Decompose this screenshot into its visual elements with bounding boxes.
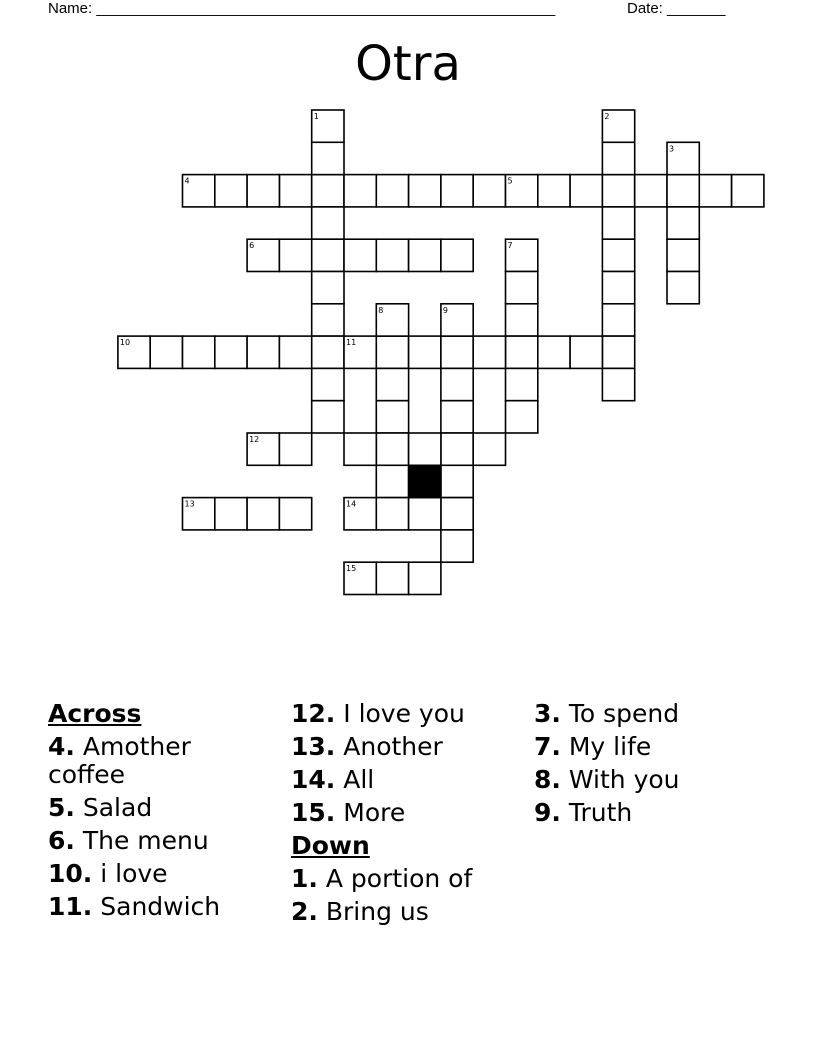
grid-cell[interactable]	[602, 304, 634, 336]
cell-number-13: 13	[184, 499, 195, 509]
clue-column-3	[534, 700, 754, 832]
grid-cell[interactable]	[247, 498, 279, 530]
grid-cell[interactable]	[376, 433, 408, 465]
grid-cell[interactable]	[667, 207, 699, 239]
cell-number-14: 14	[346, 499, 357, 509]
grid-cell[interactable]	[376, 498, 408, 530]
clue-text: With you	[568, 765, 680, 794]
cell-number-11: 11	[346, 338, 357, 348]
grid-cell[interactable]	[506, 368, 538, 400]
grid-cell[interactable]	[441, 368, 473, 400]
clue-number: 13.	[291, 732, 336, 761]
clue-number: 1.	[291, 864, 318, 893]
cell-number-9: 9	[442, 305, 448, 315]
grid-cell[interactable]	[602, 272, 634, 304]
grid-cell[interactable]	[602, 336, 634, 368]
clue-text: I love you	[343, 699, 465, 728]
grid-cell[interactable]	[506, 336, 538, 368]
grid-cell[interactable]	[312, 336, 344, 368]
clue-down-3	[534, 700, 754, 728]
grid-cell[interactable]	[247, 175, 279, 207]
grid-cell[interactable]	[506, 401, 538, 433]
clue-column-1	[48, 700, 268, 926]
grid-cell[interactable]	[473, 175, 505, 207]
down-heading: Down	[291, 831, 370, 860]
clue-number: 9.	[534, 798, 561, 827]
clue-number: 4.	[48, 732, 75, 761]
grid-cell[interactable]	[570, 336, 602, 368]
clue-across-15	[291, 799, 511, 827]
grid-cell[interactable]	[441, 336, 473, 368]
grid-cell[interactable]	[279, 175, 311, 207]
grid-cell[interactable]	[409, 498, 441, 530]
grid-cell[interactable]	[635, 175, 667, 207]
grid-cell[interactable]	[409, 336, 441, 368]
grid-cell[interactable]	[376, 336, 408, 368]
clue-text: Truth	[568, 798, 633, 827]
grid-cell[interactable]	[312, 401, 344, 433]
clue-text: Bring us	[325, 897, 429, 926]
grid-cell[interactable]	[699, 175, 731, 207]
clue-down-2	[291, 898, 511, 926]
grid-cell[interactable]	[602, 142, 634, 174]
grid-cell[interactable]	[183, 336, 215, 368]
clue-across-10	[48, 860, 268, 888]
grid-cell[interactable]	[441, 433, 473, 465]
grid-cell[interactable]	[247, 336, 279, 368]
clue-text: A portion of	[325, 864, 473, 893]
grid-cell[interactable]	[409, 562, 441, 594]
black-cell	[409, 465, 441, 497]
cell-number-2: 2	[604, 112, 610, 121]
grid-cell[interactable]	[215, 175, 247, 207]
clue-number: 10.	[48, 859, 93, 888]
grid-cell[interactable]	[538, 336, 570, 368]
cell-number-8: 8	[378, 305, 384, 315]
grid-cell[interactable]	[312, 207, 344, 239]
clue-text: i love	[100, 859, 168, 888]
name-field[interactable]: Name: _______________________________________________________	[48, 0, 556, 17]
clue-down-7	[534, 733, 754, 761]
clue-across-11	[48, 893, 268, 921]
grid-cell[interactable]	[344, 433, 376, 465]
cell-number-4: 4	[184, 176, 190, 186]
clue-number: 12.	[291, 699, 336, 728]
grid-cell[interactable]	[279, 239, 311, 271]
cell-number-1: 1	[313, 112, 319, 121]
grid-cell[interactable]	[602, 368, 634, 400]
clue-text: More	[343, 798, 406, 827]
grid-cell[interactable]	[376, 368, 408, 400]
clue-column-2	[291, 700, 511, 931]
grid-cell[interactable]	[279, 433, 311, 465]
grid-cell[interactable]	[279, 336, 311, 368]
grid-cell[interactable]	[602, 207, 634, 239]
clue-text: To spend	[568, 699, 680, 728]
grid-cell[interactable]	[344, 175, 376, 207]
clue-text: Sandwich	[100, 892, 221, 921]
grid-cell[interactable]	[441, 465, 473, 497]
grid-cell[interactable]	[602, 239, 634, 271]
grid-cell[interactable]	[409, 175, 441, 207]
grid-cell[interactable]	[667, 175, 699, 207]
grid-cell[interactable]	[441, 401, 473, 433]
clue-number: 11.	[48, 892, 93, 921]
grid-cell[interactable]	[441, 498, 473, 530]
clue-number: 15.	[291, 798, 336, 827]
grid-cell[interactable]	[215, 498, 247, 530]
cell-number-15: 15	[346, 564, 357, 574]
grid-cell[interactable]	[409, 433, 441, 465]
grid-cell[interactable]	[441, 175, 473, 207]
grid-cell[interactable]	[506, 272, 538, 304]
clue-across-14	[291, 766, 511, 794]
grid-cell[interactable]	[538, 175, 570, 207]
grid-cell[interactable]	[441, 239, 473, 271]
grid-cell[interactable]	[376, 401, 408, 433]
clue-text: Amother coffee	[48, 732, 191, 789]
clue-down-8	[534, 766, 754, 794]
clues-section	[48, 700, 788, 960]
clue-across-6	[48, 827, 268, 855]
grid-cell[interactable]	[312, 368, 344, 400]
clue-number: 8.	[534, 765, 561, 794]
grid-cell[interactable]	[667, 239, 699, 271]
grid-cell[interactable]	[506, 304, 538, 336]
grid-cell[interactable]	[312, 142, 344, 174]
cell-number-5: 5	[507, 176, 513, 186]
clue-text: The menu	[82, 826, 209, 855]
cell-number-3: 3	[669, 144, 675, 154]
grid-cell[interactable]	[732, 175, 764, 207]
clue-text: Salad	[82, 793, 153, 822]
clue-across-13	[291, 733, 511, 761]
clue-number: 5.	[48, 793, 75, 822]
grid-cell[interactable]	[312, 272, 344, 304]
across-heading: Across	[48, 699, 142, 728]
cell-number-6: 6	[249, 241, 255, 251]
grid-cell[interactable]	[215, 336, 247, 368]
grid-cell[interactable]	[312, 239, 344, 271]
grid-cell[interactable]	[409, 239, 441, 271]
clue-text: Another	[343, 732, 443, 761]
clue-number: 6.	[48, 826, 75, 855]
grid-cell[interactable]	[150, 336, 182, 368]
clue-number: 7.	[534, 732, 561, 761]
clue-across-4	[48, 733, 268, 789]
clue-number: 3.	[534, 699, 561, 728]
clue-across-5	[48, 794, 268, 822]
grid-cell[interactable]	[570, 175, 602, 207]
cell-number-10: 10	[119, 338, 131, 348]
grid-cell[interactable]	[441, 530, 473, 562]
grid-cell[interactable]	[344, 239, 376, 271]
grid-cell[interactable]	[376, 239, 408, 271]
cell-number-12: 12	[249, 435, 260, 444]
date-field[interactable]: Date: _______	[627, 0, 726, 17]
clue-number: 14.	[291, 765, 336, 794]
clue-down-1	[291, 865, 511, 893]
clue-number: 2.	[291, 897, 318, 926]
grid-cell[interactable]	[473, 336, 505, 368]
clue-text: My life	[568, 732, 652, 761]
grid-cell[interactable]	[667, 272, 699, 304]
puzzle-title: Otra	[355, 36, 461, 92]
grid-cell[interactable]	[312, 304, 344, 336]
grid-cell[interactable]	[279, 498, 311, 530]
grid-cell[interactable]	[376, 562, 408, 594]
grid-cell[interactable]	[602, 175, 634, 207]
grid-cell[interactable]	[473, 433, 505, 465]
grid-cell[interactable]	[376, 465, 408, 497]
clue-across-12	[291, 700, 511, 728]
cell-number-7: 7	[507, 241, 513, 251]
grid-cell[interactable]	[376, 175, 408, 207]
grid-cell[interactable]	[312, 175, 344, 207]
clue-text: All	[343, 765, 375, 794]
clue-down-9	[534, 799, 754, 827]
